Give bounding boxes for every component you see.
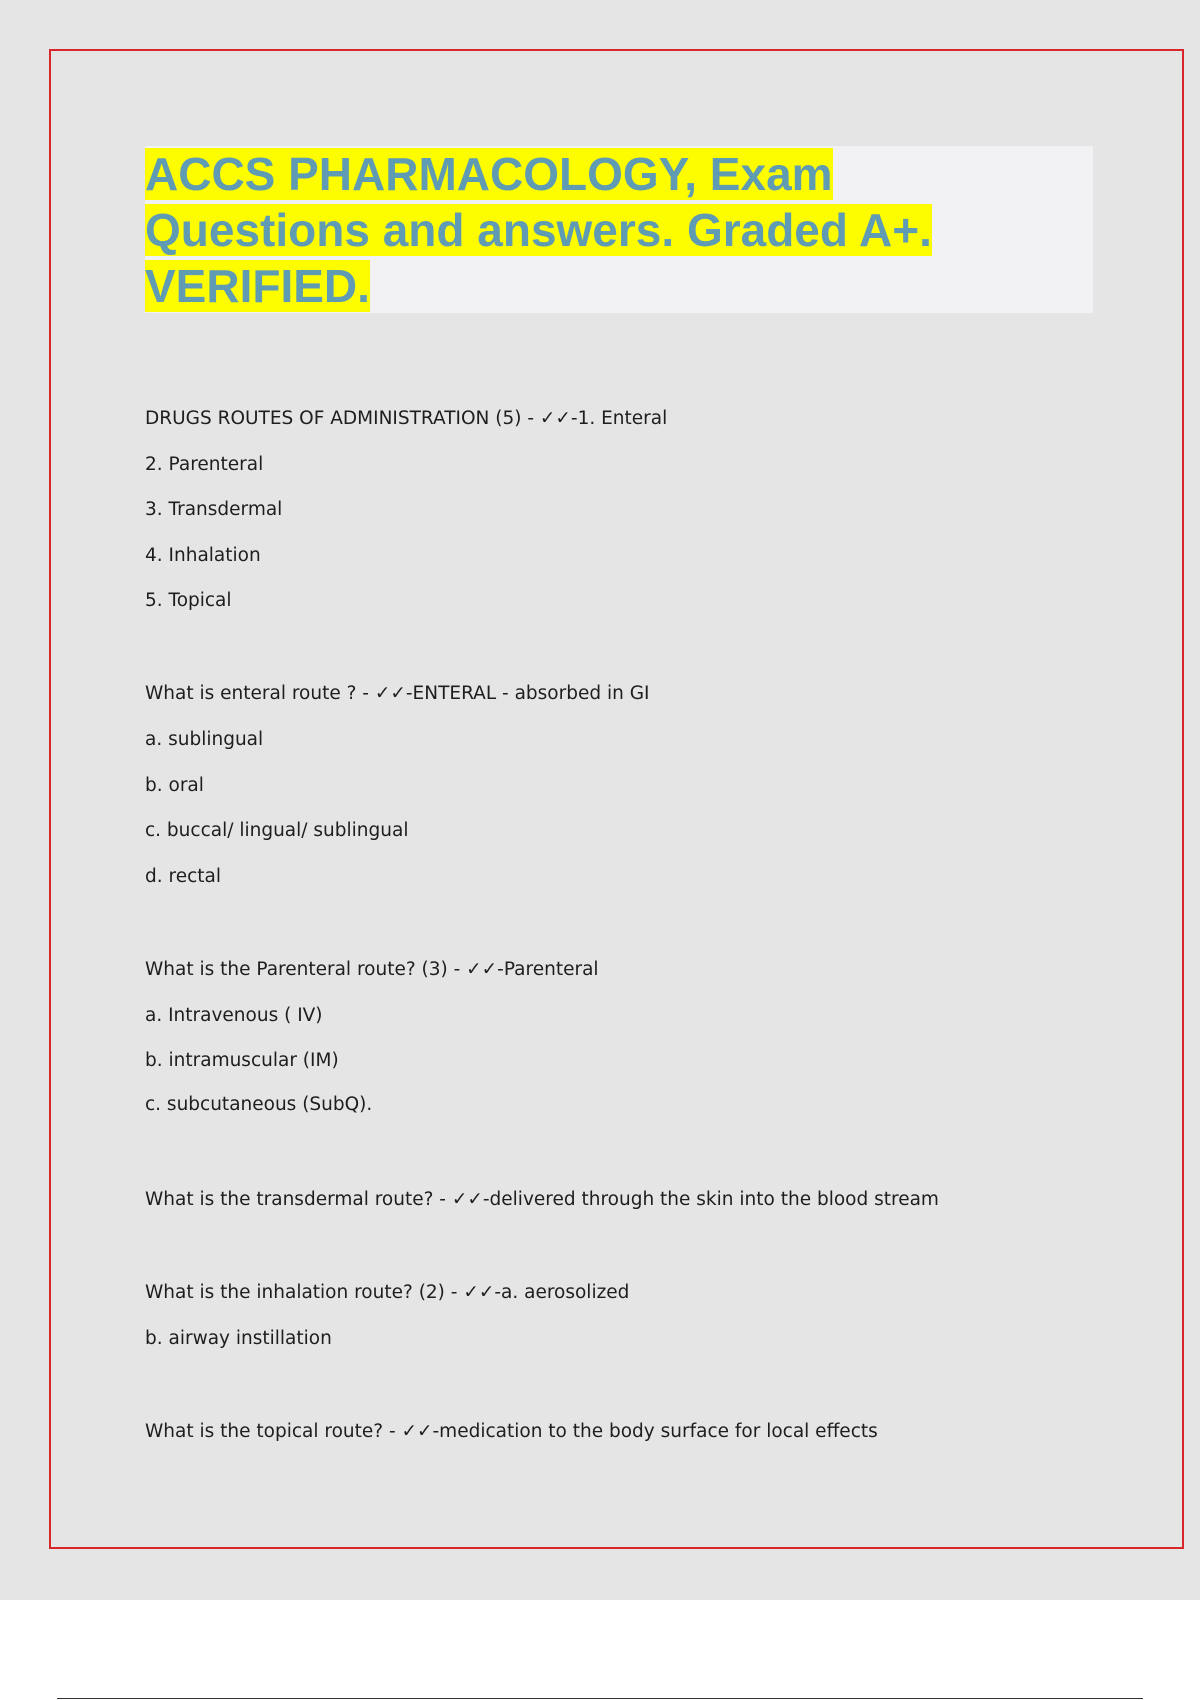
answer-line: c. subcutaneous (SubQ).: [145, 1094, 373, 1115]
answer-line: a. sublingual: [145, 729, 264, 750]
answer-line: a. Intravenous ( IV): [145, 1005, 323, 1026]
question-routes-of-administration: DRUGS ROUTES OF ADMINISTRATION (5) - ✓✓-1. Enteral: [145, 408, 668, 429]
answer-line: c. buccal/ lingual/ sublingual: [145, 820, 409, 841]
question-enteral-route: What is enteral route ? - ✓✓-ENTERAL - absorbed in GI: [145, 683, 650, 704]
answer-line: b. oral: [145, 775, 204, 796]
question-topical-route: What is the topical route? - ✓✓-medication to the body surface for local effects: [145, 1421, 878, 1442]
question-inhalation-route: What is the inhalation route? (2) - ✓✓-a. aerosolized: [145, 1282, 630, 1303]
answer-line: 3. Transdermal: [145, 499, 283, 520]
answer-line: b. intramuscular (IM): [145, 1050, 339, 1071]
question-transdermal-route: What is the transdermal route? - ✓✓-delivered through the skin into the blood stream: [145, 1189, 939, 1210]
answer-line: 2. Parenteral: [145, 454, 264, 475]
question-parenteral-route: What is the Parenteral route? (3) - ✓✓-Parenteral: [145, 959, 599, 980]
answer-line: 5. Topical: [145, 590, 232, 611]
answer-line: b. airway instillation: [145, 1328, 332, 1349]
document-title: [145, 146, 1015, 314]
footer-divider: [57, 1698, 1143, 1699]
title-highlight: ACCS PHARMACOLOGY, Exam Questions and answers. Graded A+. VERIFIED.: [145, 148, 932, 312]
answer-line: d. rectal: [145, 866, 221, 887]
answer-line: 4. Inhalation: [145, 545, 261, 566]
